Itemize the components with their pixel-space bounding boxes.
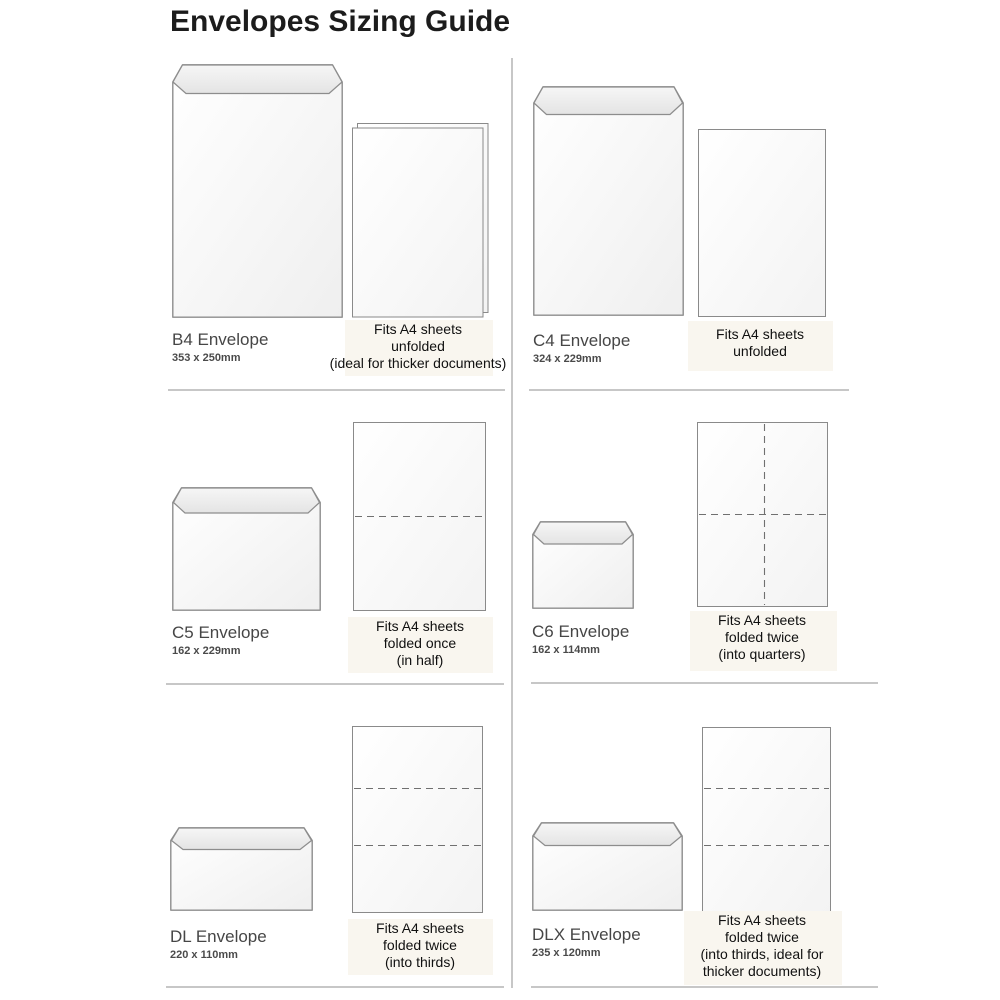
row3-right-divider	[531, 986, 878, 988]
fit-caption	[313, 321, 523, 372]
fit-caption-line: (in half)	[396, 652, 444, 668]
fit-caption-line: folded twice	[725, 629, 799, 645]
fit-caption-line: folded once	[383, 635, 457, 651]
envelope-dimensions: 235 x 120mm	[532, 947, 601, 959]
envelope-name: DL Envelope	[170, 927, 267, 946]
b4-envelope-illustration	[172, 64, 343, 318]
fit-caption	[657, 612, 867, 663]
fit-caption	[315, 618, 525, 669]
fit-caption-line: unfolded	[733, 343, 787, 359]
envelope-dimensions: 162 x 114mm	[532, 644, 600, 656]
fit-caption-line: Fits A4 sheets	[376, 920, 464, 936]
envelope-name: C6 Envelope	[532, 622, 630, 641]
envelope-name: C4 Envelope	[533, 331, 631, 350]
fit-caption-line: Fits A4 sheets	[374, 321, 462, 337]
row1-left-divider	[168, 389, 505, 391]
fit-caption-line: unfolded	[391, 338, 445, 354]
fit-caption	[315, 920, 525, 971]
vertical-divider	[511, 58, 513, 988]
row1-right-divider	[529, 389, 849, 391]
dlx-envelope-illustration	[532, 822, 683, 911]
dlx-a4-sheet-illustration	[702, 727, 831, 913]
fit-caption-line: (into thirds, ideal for	[700, 946, 824, 962]
fit-caption-line: Fits A4 sheets	[718, 612, 806, 628]
fit-caption-line: (into thirds)	[384, 954, 456, 970]
c5-envelope-illustration	[172, 487, 321, 611]
dl-envelope-illustration	[170, 827, 313, 911]
row2-right-divider	[531, 682, 878, 684]
envelope-name: B4 Envelope	[172, 330, 269, 349]
fit-caption-line: Fits A4 sheets	[716, 326, 804, 342]
b4-a4-sheet-stack-illustration	[352, 123, 489, 318]
c6-envelope-illustration	[532, 521, 634, 609]
envelope-dimensions: 220 x 110mm	[170, 949, 238, 961]
page-title: Envelopes Sizing Guide	[170, 5, 511, 38]
envelope-dimensions: 353 x 250mm	[172, 352, 241, 364]
fit-caption-line: Fits A4 sheets	[376, 618, 464, 634]
fit-caption	[657, 912, 867, 980]
envelope-name: C5 Envelope	[172, 623, 270, 642]
dl-a4-sheet-illustration	[352, 726, 483, 913]
fit-caption-line: (ideal for thicker documents)	[329, 355, 507, 371]
c6-a4-sheet-illustration	[697, 422, 828, 607]
fit-caption-line: Fits A4 sheets	[718, 912, 806, 928]
envelope-dimensions: 162 x 229mm	[172, 645, 241, 657]
fit-caption-line: (into quarters)	[718, 646, 806, 662]
fit-caption-line: folded twice	[725, 929, 799, 945]
row3-left-divider	[166, 986, 504, 988]
c4-a4-sheet-illustration	[698, 129, 826, 317]
fit-caption-line: thicker documents)	[702, 963, 822, 979]
row2-left-divider	[166, 683, 504, 685]
c4-envelope-illustration	[533, 86, 684, 316]
c5-a4-sheet-illustration	[353, 422, 486, 611]
envelope-dimensions: 324 x 229mm	[533, 353, 602, 365]
envelope-name: DLX Envelope	[532, 925, 641, 944]
fit-caption-line: folded twice	[383, 937, 457, 953]
fit-caption	[655, 326, 865, 360]
